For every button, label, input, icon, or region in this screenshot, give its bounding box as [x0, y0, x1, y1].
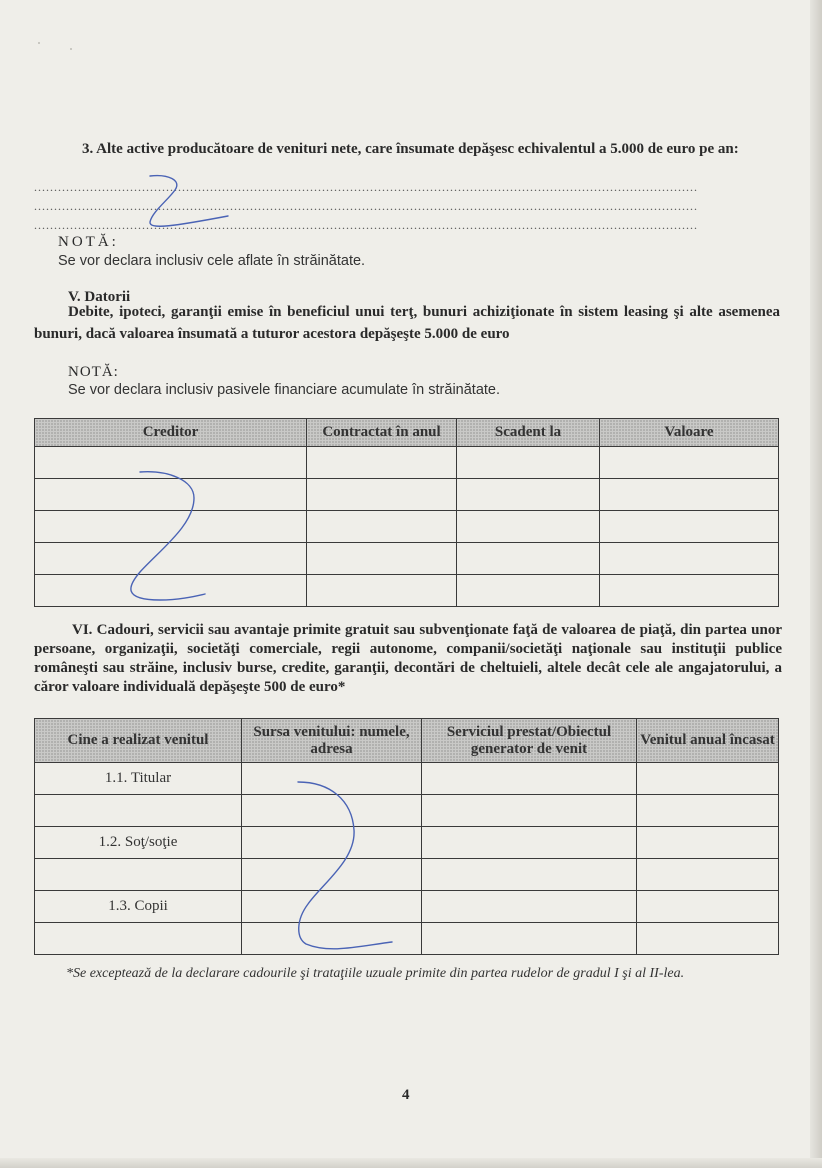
row-label-children: 1.3. Copii — [35, 891, 242, 923]
section5-nota-label: NOTĂ: — [68, 364, 119, 380]
page-number: 4 — [402, 1087, 410, 1103]
section5-body: Debite, ipoteci, garanţii emise în beneficiul unui terţ, bunuri achiziţionate în sistem leasing şi alte asemenea bunuri, dacă valoarea însumată a tuturor acestora depăşeşte 5.000 de euro — [34, 304, 780, 342]
pen-strike-gifts-table — [298, 782, 392, 949]
col-header-creditor: Creditor — [35, 419, 307, 447]
pen-strike-section3 — [150, 176, 228, 227]
col-header-source: Sursa venitului: numele, adresa — [242, 719, 422, 763]
dotted-line: ...................................................................................................................................................................... — [34, 199, 698, 213]
col-header-due-date: Scadent la — [457, 419, 600, 447]
section3-heading: 3. Alte active producătoare de venituri nete, care însumate depăşesc echivalentul a 5.000 de euro pe an: — [82, 141, 739, 157]
section6-body: VI. Cadouri, servicii sau avantaje primite gratuit sau subvenţionate faţă de valoarea de piaţă, din partea unor persoane, organizaţii, societăţi comerciale, regii autonome, companii/societăţi naţionale sau instituţii publice româneşti sau străine, inclusiv burse, credite, garanţii, decontări de cheltuieli, altele decât cele ale angajatorului, a căror valoare individuală depăşeşte 500 de euro* — [34, 622, 782, 695]
section5-title: V. Datorii — [68, 289, 131, 305]
col-header-annual-income: Venitul anual încasat — [637, 719, 779, 763]
section3-nota-text: Se vor declara inclusiv cele aflate în străinătate. — [58, 253, 366, 269]
col-header-contract-year: Contractat în anul — [307, 419, 457, 447]
row-label-spouse: 1.2. Soţ/soţie — [35, 827, 242, 859]
section3-nota-label: NOTĂ: — [58, 234, 119, 250]
dotted-line: ...................................................................................................................................................................... — [34, 218, 698, 232]
col-header-value: Valoare — [600, 419, 779, 447]
dotted-line: ...................................................................................................................................................................... — [34, 180, 698, 194]
footnote: *Se exceptează de la declarare cadourile şi trataţiile uzuale primite din partea rudelor de gradul I şi al II-lea. — [66, 966, 685, 981]
col-header-service: Serviciul prestat/Obiectul generator de venit — [422, 719, 637, 763]
pen-strike-debts-table — [131, 472, 205, 600]
col-header-who: Cine a realizat venitul — [35, 719, 242, 763]
row-label-titular: 1.1. Titular — [35, 763, 242, 795]
section5-nota-text: Se vor declara inclusiv pasivele financiare acumulate în străinătate. — [68, 382, 501, 398]
